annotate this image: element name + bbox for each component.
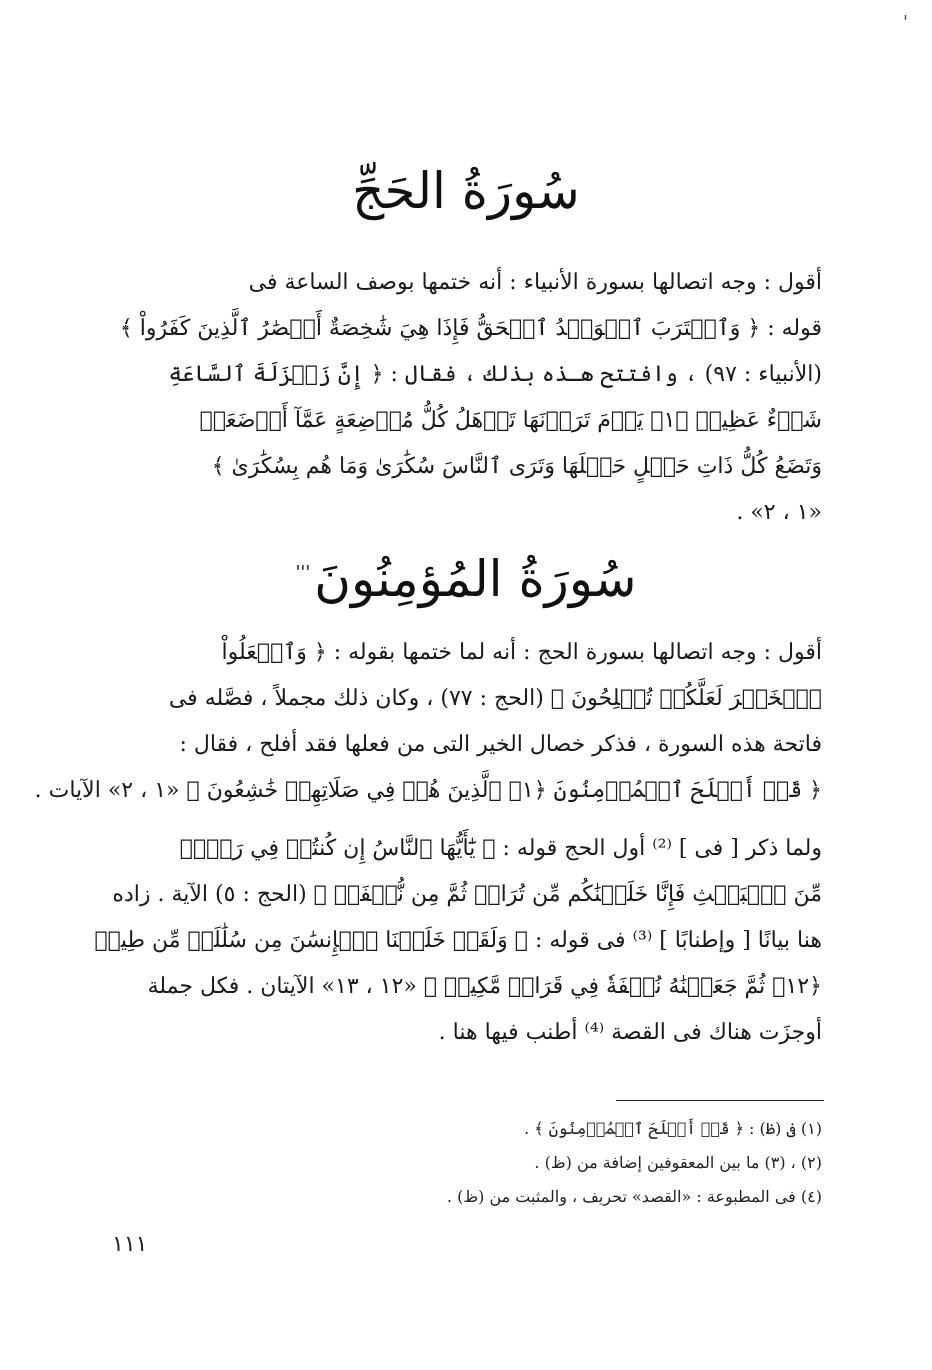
title-footnote-mark: ''' [295,562,311,584]
text-line: أقول : وجه اتصالها بسورة الحج : أنه لما ختمها بقوله : ﴿ وَٱفۡعَلُواْ [221,640,822,665]
text-line: ولما ذكر [ فى ] ⁽²⁾ أول الحج قوله : ﴿ يَٰٓأَيُّهَا ٱلنَّاسُ إِن كُنتُمۡ فِي رَيۡبٖ [179,836,822,861]
surah-hajj-paragraph [108,260,822,536]
corner-mark: ' [903,12,908,33]
surah-hajj-title [120,164,812,219]
text-line: أوجزَت هناك فى القصة ⁽⁴⁾ أطنب فيها هنا . [438,1020,822,1045]
footnote: (٢) ، (٣) ما بين المعقوفين إضافة من (ظ) . [534,1153,822,1172]
text-line: فاتحة هذه السورة ، فذكر خصال الخير التى من فعلها فقد أفلح ، فقال : [179,732,822,757]
footnote: (٤) فى المطبوعة : «القصد» تحريف ، والمثبت من (ظ) . [446,1187,822,1206]
footnote: (١) فى (ظ) : ﴿ قَدۡ أَفۡلَحَ ٱلۡمُؤۡمِنُونَ ﴾ . [524,1119,822,1138]
surah-muminun-title [120,552,812,607]
footnote-divider [616,1100,824,1101]
text-line: قوله : ﴿ وَٱقۡتَرَبَ ٱلۡوَعۡدُ ٱلۡحَقُّ فَإِذَا هِيَ شَٰخِصَةٌ أَبۡصَٰرُ ٱلَّذِينَ كَفَرُواْ ﴾ [119,316,822,341]
surah-muminun-paragraph-2 [94,826,822,1056]
text-line: «١ ، ٢» . [736,500,822,525]
surah-hajj-title-text: سُورَةُ الحَجِّ [352,162,580,220]
surah-muminun-title-text: سُورَةُ المُؤمِنُونَ [314,550,637,608]
text-line: أقول : وجه اتصالها بسورة الأنبياء : أنه ختمها بوصف الساعة فى [248,270,822,295]
text-line: (الأنبياء : ٩٧) ، وافتتح هـذه بذلك ، فقال : ﴿ إِنَّ زَلۡزَلَةَ ٱلسَّاعَةِ [168,362,822,387]
text-line: ٱلۡخَيۡرَ لَعَلَّكُمۡ تُفۡلِحُونَ ﴾ (الحج : ٧٧) ، وكان ذلك مجملاً ، فصَّله فى [168,686,822,711]
text-line: هنا بيانًا [ وإطنابًا ] ⁽³⁾ فى قوله : ﴿ وَلَقَدۡ خَلَقۡنَا ٱلۡإِنسَٰنَ مِن سُلَٰلَةٖ مِّن طِينٖ [94,928,822,953]
page-number: ١١١ [112,1232,148,1257]
text-line: وَتَضَعُ كُلُّ ذَاتِ حَمۡلٍ حَمۡلَهَا وَتَرَى ٱلنَّاسَ سُكَٰرَىٰ وَمَا هُم بِسُكَٰرَىٰ ﴾ [211,454,822,479]
footnotes [108,1112,822,1214]
surah-muminun-paragraph-1 [34,630,822,814]
text-line: مِّنَ ٱلۡبَعۡثِ فَإِنَّا خَلَقۡنَٰكُم مِّن تُرَابٖ ثُمَّ مِن نُّطۡفَةٖ ﴾ (الحج : ٥) الآية . زاده [112,882,822,907]
text-line: ﴿ قَدۡ أَفۡلَحَ ٱلۡمُؤۡمِنُونَ ﴿١﴾ ٱلَّذِينَ هُمۡ فِي صَلَاتِهِمۡ خَٰشِعُونَ ﴾ «١ ، ٢» الآيات . [34,778,822,803]
text-line: ﴿١٢﴾ ثُمَّ جَعَلۡنَٰهُ نُطۡفَةٗ فِي قَرَارٖ مَّكِينٖ ﴾ «١٢ ، ١٣» الآيتان . فكل جملة [147,974,822,999]
text-line: شَيۡءٌ عَظِيمٞ ﴿١﴾ يَوۡمَ تَرَوۡنَهَا تَذۡهَلُ كُلُّ مُرۡضِعَةٍ عَمَّآ أَرۡضَعَتۡ [199,408,822,433]
